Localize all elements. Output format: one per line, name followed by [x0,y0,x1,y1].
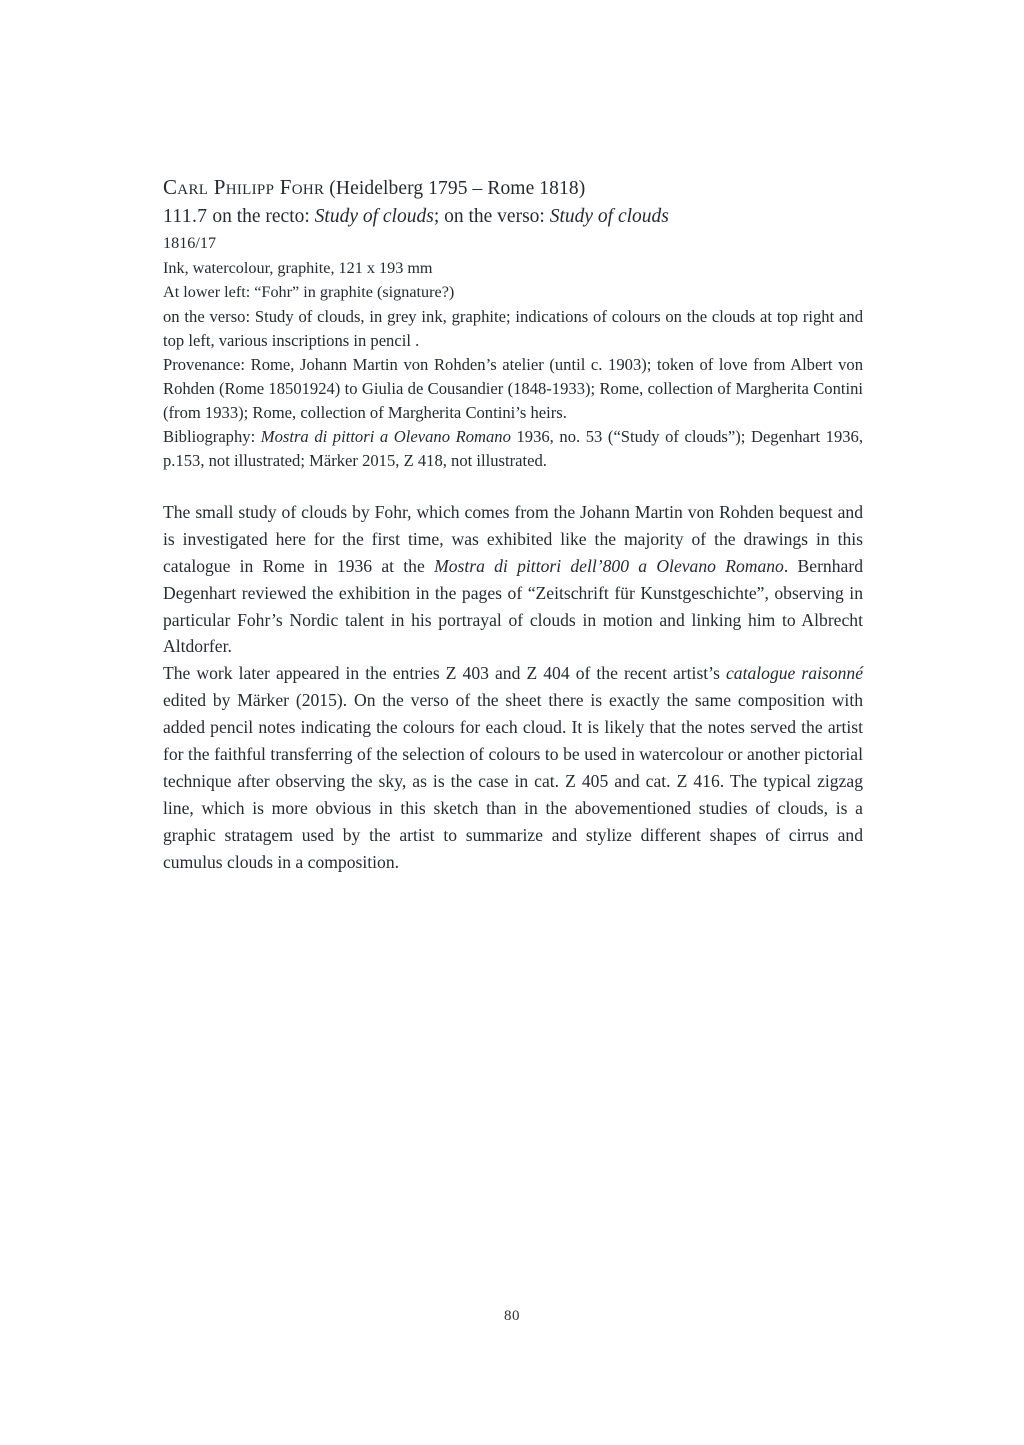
bibliography-label: Bibliography: [163,426,256,446]
essay-p2-italic-catalogue: catalogue raisonné [725,663,863,684]
entry-medium: Ink, watercolour, graphite, 121 x 193 mm [163,258,433,277]
essay-p1-italic-exhibition: Mostra di pittori dell’800 a Olevano Romano [434,555,784,576]
essay-p2-part-a: The work later appeared in the entries Z 403 and Z 404 of the recent artist’s [163,663,726,684]
essay-paragraph-1 [163,499,863,660]
artist-name: Carl Philipp Fohr [163,175,325,199]
provenance-text: Rome, Johann Martin von Rohden’s atelier (until c. 1903); token of love from Albert von Rohden (Rome 18501924) to Giulia de Cousandier (1848-1933); Rome, collection of Margherita Contini (from 1933); Rome, collection of Margherita Contini’s heirs. [163,354,863,422]
verso-title: Study of clouds [549,206,669,228]
essay-p1-part-a: The small study of clouds by Fohr, which comes from the Johann Martin von Rohden bequest and is investigated here for the first time, was exhibited like the majority of the drawings in this catalogue in Rome in 1936 at the [163,501,863,576]
catalogue-number: 111.7 [163,206,208,228]
entry-bibliography [163,425,863,473]
recto-label: on the recto: [212,206,310,228]
entry-provenance [163,353,863,425]
essay-paragraph-2 [163,660,863,875]
bibliography-title: Mostra di pittori a Olevano Romano [260,426,511,446]
verso-label: ; on the verso: [433,206,545,228]
essay-p2-part-b: edited by Märker (2015). On the verso of the sheet there is exactly the same composition with added pencil notes indicating the colours for each cloud. It is likely that the notes served the artist for the faithful transferring of the selection of colours to be used in watercolour or another pictorial technique after observing the sky, as is the case in cat. Z 405 and cat. Z 416. The typical zigzag line, which is more obvious in this sketch than in the abovementioned studies of clouds, is a graphic stratagem used by the artist to summarize and stylize different shapes of cirrus and cumulus clouds in a composition. [163,690,863,872]
page-number: 80 [504,1308,520,1324]
provenance-label: Provenance: [163,354,246,374]
bibliography-rest: 1936, no. 53 (“Study of clouds”); Degenhart 1936, p.153, not illustrated; Märker 2015, Z 418, not illustrated. [163,426,863,470]
entry-heading [163,172,863,203]
spacer [163,473,863,499]
catalogue-entry [163,172,863,876]
essay-p1-part-b: . Bernhard Degenhart reviewed the exhibition in the pages of “Zeitschrift für Kunstgeschichte”, observing in particular Fohr’s Nordic talent in his portrayal of clouds in motion and linking him to Albrecht Altdorfer. [163,555,863,657]
artist-dates: (Heidelberg 1795 – Rome 1818) [329,178,586,199]
recto-title: Study of clouds [314,206,434,228]
entry-inscription: At lower left: “Fohr” in graphite (signature?) [163,283,455,302]
entry-title-line [163,203,863,231]
entry-date: 1816/17 [163,234,217,253]
entry-verso-description: on the verso: Study of clouds, in grey ink, graphite; indications of colours on the clouds at top right and top left, various inscriptions in pencil . [163,306,863,350]
